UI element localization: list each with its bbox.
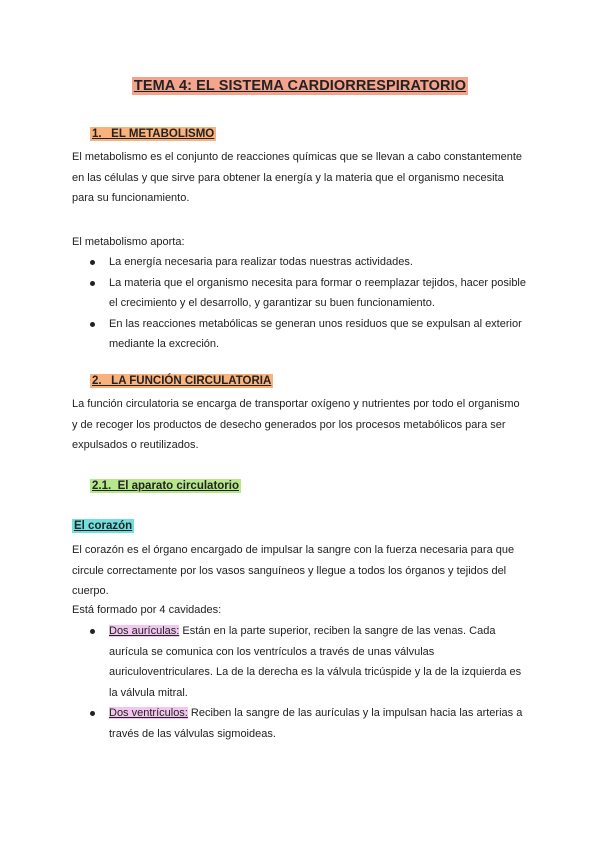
list-metabolismo: [72, 252, 532, 355]
term-auriculas: Dos aurículas:: [109, 625, 180, 637]
list-cavidades: [72, 621, 532, 744]
paragraph-metabolismo-aporta: El metabolismo aporta:: [72, 236, 185, 248]
heading-corazon: El corazón: [74, 520, 133, 532]
paragraph-corazon-cavidades: Está formado por 4 cavidades:: [72, 604, 222, 616]
heading-funcion-circulatoria: 2. LA FUNCIÓN CIRCULATORIA: [92, 375, 272, 387]
heading-aparato-circulatorio: 2.1. El aparato circulatorio: [92, 480, 239, 492]
term-ventriculos: Dos ventrículos:: [109, 707, 188, 719]
page-title: TEMA 4: EL SISTEMA CARDIORRESPIRATORIO: [133, 78, 467, 94]
list-item: Dos aurículas: Están en la parte superior, reciben la sangre de las venas. Cada aurícula se comunica con los ventrículos a través de unas válvulas auriculoventriculares. La de la derecha es la válvula tricúspide y la de la izquierda es la válvula mitral.: [72, 621, 532, 703]
heading-metabolismo: 1. EL METABOLISMO: [92, 128, 215, 140]
list-item: La materia que el organismo necesita para formar o reemplazar tejidos, hacer posible el crecimiento y el desarrollo, y garantizar su buen funcionamiento.: [72, 273, 532, 314]
list-item: En las reacciones metabólicas se generan unos residuos que se expulsan al exterior mediante la excreción.: [72, 314, 532, 355]
paragraph-metabolismo-intro: El metabolismo es el conjunto de reacciones químicas que se llevan a cabo constantemente en las células y que sirve para obtener la energía y la materia que el organismo necesita para su funcionamiento.: [72, 151, 523, 204]
list-item: La energía necesaria para realizar todas nuestras actividades.: [72, 252, 532, 273]
paragraph-corazon-intro: El corazón es el órgano encargado de impulsar la sangre con la fuerza necesaria para que circule correctamente por los vasos sanguíneos y llegue a todos los órganos y tejidos del cuerpo.: [72, 544, 515, 597]
list-item: Dos ventrículos: Reciben la sangre de las aurículas y la impulsan hacia las arterias a través de las válvulas sigmoideas.: [72, 703, 532, 744]
paragraph-circulatoria-intro: La función circulatoria se encarga de transportar oxígeno y nutrientes por todo el organismo y de recoger los productos de desecho generados por los procesos metabólicos para ser expulsados o reutilizados.: [72, 398, 520, 451]
